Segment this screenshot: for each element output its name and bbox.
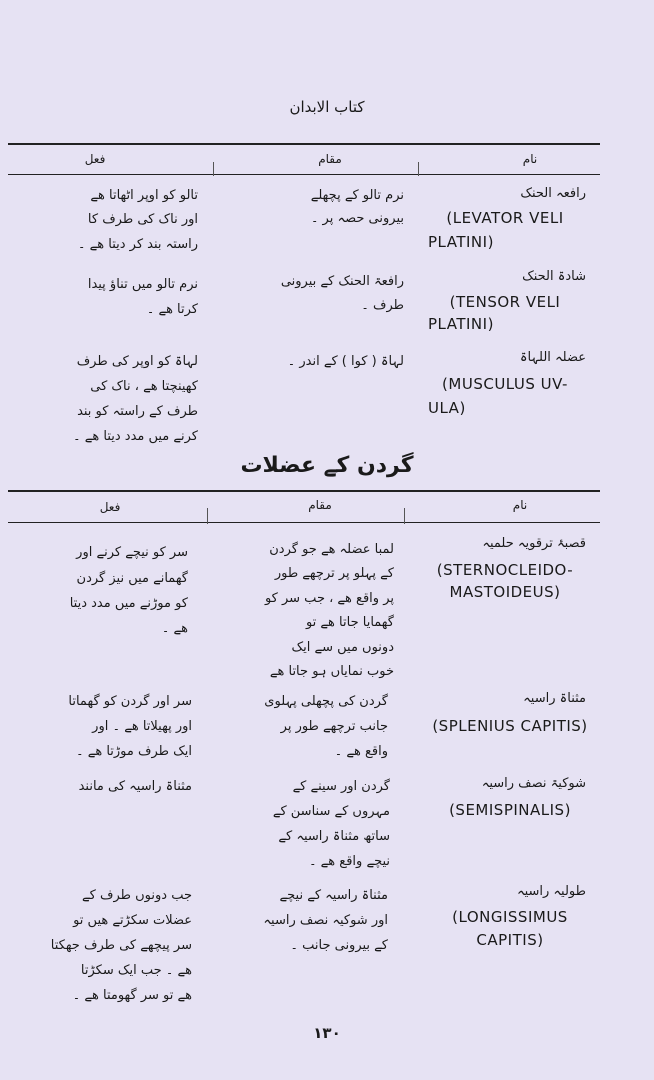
muscle-latin-name: (SPLENIUS CAPITIS) — [432, 717, 588, 735]
table1-col-divider-2 — [213, 162, 214, 176]
muscle-place: جانب ترچھے طور پر — [280, 719, 388, 734]
muscle-function: عضلات سکڑتے ھیں تو — [73, 913, 192, 928]
muscle-place: کے پہلو پر ترچھے طور — [274, 566, 394, 581]
muscle-latin-name: (LONGISSIMUS — [452, 908, 568, 926]
table2-header-place: مقام — [308, 498, 332, 512]
table2-header-function: فعل — [99, 500, 121, 514]
muscle-function: کو موڑنے میں مدد دیتا — [69, 596, 188, 611]
muscle-place: گردن اور سینے کے — [292, 779, 390, 794]
muscle-place: بیرونی حصہ پر ۔ — [310, 211, 404, 226]
muscle-function: نرم تالو میں تناؤ پیدا — [87, 277, 198, 292]
muscle-name: شادۃ الحنک — [522, 269, 586, 284]
muscle-place: طرف ۔ — [361, 298, 404, 313]
table1-header-rule — [8, 174, 600, 175]
muscle-place: اور شوکیہ نصف راسیہ — [263, 913, 388, 928]
muscle-function: راستہ بند کر دیتا ھے ۔ — [77, 237, 198, 252]
muscle-function: لہاۃ کو اوپر کی طرف — [76, 354, 198, 369]
muscle-latin-name: CAPITIS) — [476, 931, 544, 949]
muscle-place: رافعۃ الحنک کے بیرونی — [280, 274, 404, 289]
page-number: ١٣٠ — [313, 1024, 341, 1042]
muscle-place: نرم تالو کے پچھلے — [310, 188, 404, 203]
muscle-function: ایک طرف موڑتا ھے ۔ — [75, 744, 192, 759]
table1-header-name: نام — [522, 152, 538, 166]
muscle-function: سر کو نیچے کرنے اور — [76, 545, 188, 560]
muscle-place: مہروں کے سناسن کے — [272, 804, 390, 819]
muscle-latin-name: (TENSOR VELI — [449, 293, 561, 311]
muscle-function: ھے ۔ جب ایک سکڑتا — [80, 963, 192, 978]
muscle-place: واقع ھے ۔ — [334, 744, 388, 759]
table1-col-divider-1 — [418, 162, 419, 176]
muscle-place: مثناۃ راسیہ کے نیچے — [279, 888, 388, 903]
muscle-place: خوب نمایاں ہو جاتا ھے — [269, 664, 394, 679]
muscle-function: کرتا ھے ۔ — [146, 302, 198, 317]
muscle-function: اور پھیلاتا ھے ۔ اور — [92, 719, 192, 734]
muscle-function: طرف کے راستہ کو بند — [77, 404, 198, 419]
muscle-function: کھینچتا ھے ، ناک کی — [90, 379, 198, 394]
table1-header-place: مقام — [318, 152, 342, 166]
muscle-name: قصبۂ ترقویہ حلمیہ — [482, 536, 586, 551]
muscle-latin-name: (LEVATOR VELI — [446, 209, 564, 227]
muscle-function: سر اور گردن کو گھماتا — [68, 694, 192, 709]
muscle-place: گھمایا جاتا ھے تو — [305, 615, 394, 630]
section-title: گردن کے عضلات — [240, 453, 414, 478]
table2-header-rule — [8, 522, 600, 523]
muscle-function: ھے ۔ — [161, 621, 188, 636]
muscle-latin-name: (SEMISPINALIS) — [449, 801, 571, 819]
muscle-place: پر واقع ھے ، جب سر کو — [264, 591, 394, 606]
table1-header-function: فعل — [84, 152, 106, 166]
muscle-latin-name: (MUSCULUS UV- — [442, 375, 568, 393]
muscle-latin-name: (STERNOCLEIDO- — [436, 561, 574, 579]
table2-header-name: نام — [512, 498, 528, 512]
muscle-function: گھمانے میں نیز گردن — [76, 571, 188, 586]
muscle-place: نیچے واقع ھے ۔ — [308, 854, 390, 869]
table2-top-rule — [8, 490, 600, 492]
muscle-function: سر پیچھے کی طرف جھکتا — [50, 938, 192, 953]
muscle-latin-name: PLATINI) — [428, 315, 494, 333]
muscle-place: ساتھ مثناۃ راسیہ کے — [278, 829, 390, 844]
muscle-place: کے بیرونی جانب ۔ — [290, 938, 388, 953]
muscle-function: مثناۃ راسیہ کی مانند — [78, 779, 192, 794]
table1-top-rule — [8, 143, 600, 145]
table2-col-divider-2 — [207, 508, 208, 524]
muscle-name: رافعہ الحنک — [520, 186, 586, 201]
muscle-function: تالو کو اوپر اٹھاتا ھے — [90, 188, 198, 203]
muscle-place: لہاۃ ( کوا ) کے اندر ۔ — [287, 354, 404, 369]
muscle-latin-name: PLATINI) — [428, 233, 494, 251]
running-title: کتاب الابدان — [289, 98, 365, 116]
muscle-function: کرنے میں مدد دیتا ھے ۔ — [73, 429, 198, 444]
muscle-function: اور ناک کی طرف کا — [87, 212, 198, 227]
muscle-name: عضلہ اللہاۃ — [519, 350, 586, 365]
muscle-place: گردن کی پچھلی پہلوی — [264, 694, 388, 709]
muscle-name: شوکیۃ نصف راسیہ — [481, 776, 586, 791]
muscle-place: دونوں میں سے ایک — [291, 640, 394, 655]
muscle-function: جب دونوں طرف کے — [82, 888, 192, 903]
muscle-name: مثناۃ راسیہ — [523, 691, 586, 706]
muscle-latin-name: MASTOIDEUS) — [449, 583, 561, 601]
muscle-latin-name: ULA) — [428, 399, 466, 417]
table2-col-divider-1 — [404, 508, 405, 524]
muscle-place: لمبا عضلہ ھے جو گردن — [269, 542, 394, 557]
muscle-function: ھے تو سر گھومتا ھے ۔ — [72, 988, 192, 1003]
muscle-name: طولیہ راسیہ — [516, 884, 586, 899]
